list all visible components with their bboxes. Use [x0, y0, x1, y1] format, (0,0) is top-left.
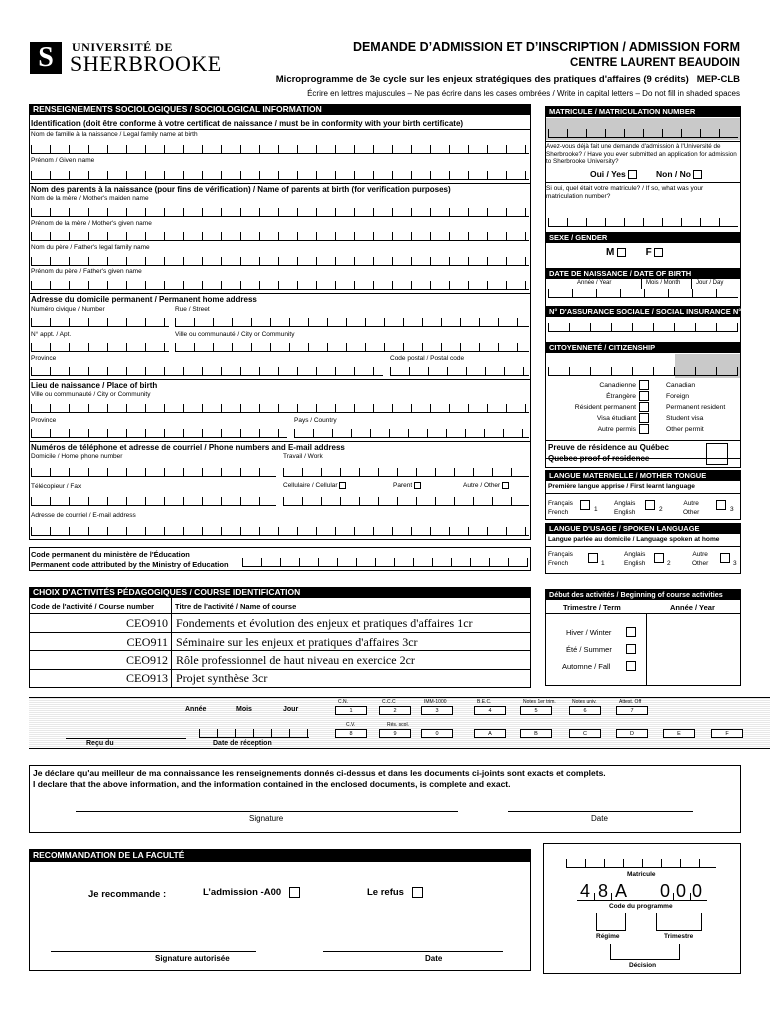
us-french-label — [548, 550, 573, 568]
cellular-option[interactable] — [283, 482, 346, 489]
office-code-box: B — [520, 729, 552, 738]
mother-tongue-title: LANGUE MATERNELLE / MOTHER TONGUE — [545, 470, 741, 481]
office-code-label: Attest. Off — [619, 699, 642, 705]
winter-checkbox[interactable] — [626, 627, 636, 637]
summer-checkbox[interactable] — [626, 644, 636, 654]
col-course-name: Titre de l'activité / Name of course — [175, 602, 297, 611]
office-code-box: 3 — [421, 706, 453, 715]
admission-label: L’admission -A00 — [203, 887, 282, 899]
civic-number-field[interactable] — [31, 318, 169, 327]
mt-other-label — [683, 499, 699, 517]
citizenship-fr-1: Étrangère — [606, 393, 636, 400]
given-name-label: Prénom / Given name — [31, 157, 95, 164]
matricule-field[interactable] — [548, 129, 738, 138]
email-field[interactable] — [31, 527, 529, 536]
dob-title: DATE DE NAISSANCE / DATE OF BIRTH — [545, 268, 741, 279]
birth-city-field[interactable] — [31, 404, 529, 413]
recommend-label: Je recommande : — [88, 889, 167, 900]
mt-english-checkbox[interactable] — [645, 500, 655, 510]
faculty-title: RECOMMANDATION DE LA FACULTÉ — [29, 849, 531, 862]
parent-checkbox[interactable] — [414, 482, 421, 489]
citizenship-checkbox-visa[interactable] — [639, 413, 649, 423]
mt-other-num: 3 — [730, 506, 734, 513]
summer-label: Été / Summer — [566, 645, 612, 654]
mt-french-num: 1 — [594, 506, 598, 513]
office-code-box: 8 — [335, 729, 367, 738]
citizenship-en-list — [666, 380, 725, 435]
sex-title: SEXE / GENDER — [545, 232, 741, 243]
refusal-option[interactable] — [367, 887, 423, 898]
signature-line[interactable] — [76, 811, 458, 812]
office-code-box: 6 — [569, 706, 601, 715]
program-name — [276, 74, 740, 85]
citizenship-checkbox-foreign[interactable] — [639, 391, 649, 401]
given-name-field[interactable] — [31, 171, 529, 180]
admission-checkbox[interactable] — [289, 887, 300, 898]
male-checkbox[interactable] — [617, 248, 626, 257]
office-code-box: 4 — [474, 706, 506, 715]
signature-label: Signature — [249, 814, 284, 823]
mois-label: Mois — [236, 706, 252, 713]
university-line2: SHERBROOKE — [70, 51, 222, 76]
postal-label: Code postal / Postal code — [390, 355, 465, 362]
refusal-label: Le refus — [367, 887, 404, 899]
course-row-2-name: Séminaire sur les enjeux et pratiques d'affaires 3cr — [176, 635, 418, 649]
trimestre-label: Trimestre — [664, 933, 694, 940]
dob-day-label: Jour / Day — [696, 280, 724, 286]
courses-title: CHOIX D'ACTIVITÉS PÉDAGOGIQUES / COURSE IDENTIFICATION — [29, 587, 531, 598]
col-course-number: Code de l'activité / Course number — [31, 602, 155, 611]
auth-signature-label: Signature autorisée — [155, 954, 230, 963]
admission-option[interactable] — [203, 887, 300, 898]
us-other-1: Autre — [692, 551, 708, 558]
start-title: Début des activités / Beginning of course activities — [545, 589, 741, 600]
year-col-label: Année / Year — [670, 603, 715, 612]
date-line[interactable] — [508, 811, 693, 812]
us-english-label — [624, 550, 645, 568]
office-code-label: C.C.C — [382, 699, 396, 705]
reception-date-field — [199, 729, 309, 738]
work-phone-label: Travail / Work — [283, 453, 323, 460]
citizenship-en-2: Permanent resident — [666, 404, 726, 411]
program-code-char-3: A — [615, 881, 628, 901]
mother-given-field[interactable] — [31, 232, 529, 241]
province-field[interactable] — [31, 367, 383, 376]
cellular-checkbox[interactable] — [339, 482, 346, 489]
res-scol-label: Rés. scol. — [387, 722, 409, 728]
regime-label: Régime — [596, 933, 620, 940]
street-label: Rue / Street — [175, 306, 210, 313]
citizenship-title: CITOYENNETÉ / CITIZENSHIP — [545, 342, 741, 353]
citizenship-checkbox-canadian[interactable] — [639, 380, 649, 390]
office-code-label: Notes 1er trim. — [523, 699, 556, 705]
country-label: Pays / Country — [294, 417, 337, 424]
winter-label: Hiver / Winter — [566, 628, 612, 637]
work-phone-field[interactable] — [283, 468, 529, 477]
refusal-checkbox[interactable] — [412, 887, 423, 898]
dob-year-label: Année / Year — [577, 280, 612, 286]
sex-options[interactable] — [606, 247, 663, 258]
citizenship-fr-2: Résident permanent — [574, 404, 636, 411]
city-label: Ville ou communauté / City or Community — [175, 331, 295, 338]
office-code-box: A — [474, 729, 506, 738]
no-checkbox[interactable] — [693, 170, 702, 179]
yes-checkbox[interactable] — [628, 170, 637, 179]
quebec-proof-en: Quebec proof of residence — [548, 454, 650, 463]
birth-city-label: Ville ou communauté / City or Community — [31, 391, 151, 398]
mt-english-1: Anglais — [614, 500, 636, 507]
us-other-num: 3 — [733, 560, 737, 567]
regime-field — [596, 913, 626, 931]
course-row-1-name: Fondements et évolution des enjeux et pratiques d'affaires 1cr — [176, 616, 473, 630]
centre-name: CENTRE LAURENT BEAUDOIN — [570, 57, 740, 69]
sin-title: N° D'ASSURANCE SOCIALE / SOCIAL INSURANCE N° — [545, 306, 741, 317]
matricule-title: MATRICULE / MATRICULATION NUMBER — [545, 106, 741, 117]
faculty-section — [29, 862, 531, 971]
course-row-3-code: CEO912 — [126, 653, 168, 667]
mt-french-label — [548, 499, 573, 517]
permanent-code-field[interactable] — [242, 558, 528, 567]
office-code-box: 2 — [379, 706, 411, 715]
date-reception-label: Date de réception — [213, 740, 272, 747]
office-code-box: C — [569, 729, 601, 738]
parent-option[interactable] — [393, 482, 421, 489]
country-field[interactable] — [294, 429, 529, 438]
office-code-label: B.E.C. — [477, 699, 492, 705]
mt-french-2: French — [548, 509, 569, 516]
logo-mark: S — [38, 42, 54, 73]
us-other-2: Other — [692, 560, 709, 567]
father-given-label: Prénom du père / Father's given name — [31, 268, 142, 275]
phones-heading: Numéros de téléphone et adresse de courriel / Phone numbers and E-mail address — [31, 443, 345, 452]
program-code: MEP-CLB — [696, 74, 740, 85]
home-phone-field[interactable] — [31, 468, 276, 477]
fax-field[interactable] — [31, 497, 276, 506]
admin-matricule-field — [566, 859, 716, 868]
citizenship-fr-0: Canadienne — [599, 382, 636, 389]
home-phone-label: Domicile / Home phone number — [31, 453, 123, 460]
mt-french-1: Français — [548, 500, 573, 507]
other-phone-option[interactable] — [463, 482, 509, 489]
civic-number-label: Numéro civique / Number — [31, 306, 105, 313]
fall-label: Automne / Fall — [562, 662, 611, 671]
mt-english-num: 2 — [659, 506, 663, 513]
female-label: F — [645, 247, 652, 258]
program-code-char-4: 0 — [660, 881, 671, 901]
usage-title: LANGUE D'USAGE / SPOKEN LANGUAGE — [545, 523, 741, 534]
us-french-2: French — [548, 560, 569, 567]
mother-maiden-label: Nom de la mère / Mother's maiden name — [31, 195, 149, 202]
us-french-1: Français — [548, 551, 573, 558]
office-code-box: F — [711, 729, 743, 738]
province-label: Province — [31, 355, 57, 362]
mt-other-1: Autre — [683, 500, 699, 507]
apt-label: N° appt. / Apt. — [31, 331, 72, 338]
course-row-4-name: Projet synthèse 3cr — [176, 671, 268, 685]
address-heading: Adresse du domicile permanent / Permanent home address — [31, 295, 257, 304]
program-title: Microprogramme de 3e cycle sur les enjeux stratégiques des pratiques d'affaires (9 crédits) — [275, 74, 689, 85]
university-line1: UNIVERSITÉ DE — [72, 40, 173, 54]
citizenship-en-1: Foreign — [666, 393, 690, 400]
citizenship-checkbox-permanent[interactable] — [639, 402, 649, 412]
mt-other-checkbox[interactable] — [716, 500, 726, 510]
citizenship-checkbox-other[interactable] — [639, 424, 649, 434]
other-phone-checkbox[interactable] — [502, 482, 509, 489]
faculty-date-label: Date — [425, 954, 443, 963]
female-checkbox[interactable] — [654, 248, 663, 257]
office-code-box: D — [616, 729, 648, 738]
birthplace-heading: Lieu de naissance / Place of birth — [31, 381, 158, 390]
quebec-proof-checkbox[interactable] — [706, 443, 728, 465]
us-french-checkbox[interactable] — [588, 553, 598, 563]
sin-field[interactable] — [548, 323, 738, 332]
mt-english-2: English — [614, 509, 636, 516]
yes-label: Oui / Yes — [590, 169, 626, 179]
parents-heading: Nom des parents à la naissance (pour fins de vérification) / Name of parents at birth (for verification purposes) — [31, 185, 451, 194]
course-row-2-code: CEO911 — [126, 635, 168, 649]
socio-title: RENSEIGNEMENTS SOCIOLOGIQUES / SOCIOLOGICAL INFORMATION — [29, 104, 531, 115]
postal-field[interactable] — [390, 367, 529, 376]
city-field[interactable] — [175, 343, 529, 352]
family-name-field[interactable] — [31, 145, 529, 154]
fall-checkbox[interactable] — [626, 661, 636, 671]
fax-label: Télécopieur / Fax — [31, 483, 82, 490]
course-row-3-name: Rôle professionnel de haut niveau en exercice 2cr — [176, 653, 415, 667]
citizenship-field — [548, 367, 738, 376]
mother-given-label: Prénom de la mère / Mother's given name — [31, 220, 152, 227]
cellular-field[interactable] — [283, 497, 529, 506]
citizenship-en-3: Student visa — [666, 415, 704, 422]
course-row-1-code: CEO910 — [126, 616, 168, 630]
mt-other-2: Other — [683, 509, 700, 516]
office-code-label: IMM-1000 — [424, 699, 447, 705]
jour-label: Jour — [283, 706, 299, 713]
citizenship-fr-4: Autre permis — [597, 426, 636, 433]
permanent-code-label-fr: Code permanent du ministère de l'Éducation — [31, 550, 190, 559]
us-english-2: English — [624, 560, 646, 567]
mt-french-checkbox[interactable] — [580, 500, 590, 510]
us-english-1: Anglais — [624, 551, 646, 558]
declaration-en: I declare that the above information, and the information contained in the enclosed documents, is complete and exact. — [33, 779, 511, 789]
apt-field[interactable] — [31, 343, 169, 352]
us-other-checkbox[interactable] — [720, 553, 730, 563]
program-code-label: Code du programme — [609, 903, 673, 910]
citizenship-fr-3: Visa étudiant — [596, 415, 636, 422]
office-code-box: 7 — [616, 706, 648, 715]
father-family-label: Nom du père / Father's legal family name — [31, 244, 150, 251]
program-code-char-6: 0 — [692, 881, 703, 901]
logo — [30, 42, 62, 74]
cv-label: C.V. — [346, 722, 356, 728]
program-code-char-2: 8 — [598, 881, 609, 901]
office-code-label: Notes univ. — [572, 699, 597, 705]
citizenship-en-0: Canadian — [666, 382, 696, 389]
office-code-box: 1 — [335, 706, 367, 715]
instructions: Écrire en lettres majuscules – Ne pas écrire dans les cases ombrées / Write in capital letters – Do not fill in shaded spaces — [307, 89, 740, 98]
first-language-label: Première langue apprise / First learnt language — [548, 483, 695, 490]
office-code-box: 9 — [379, 729, 411, 738]
annee-label: Année — [185, 706, 207, 713]
program-code-char-1: 4 — [580, 881, 591, 901]
trimestre-field — [656, 913, 702, 931]
parent-label: Parent — [393, 482, 413, 490]
us-english-checkbox[interactable] — [654, 553, 664, 563]
us-english-num: 2 — [667, 560, 671, 567]
form-title: DEMANDE D’ADMISSION ET D’INSCRIPTION / ADMISSION FORM — [352, 40, 740, 54]
mother-maiden-field[interactable] — [31, 208, 529, 217]
office-code-box: 5 — [520, 706, 552, 715]
spoken-home-label: Langue parlée au domicile / Language spoken at home — [548, 536, 720, 543]
recu-label: Reçu du — [86, 740, 114, 747]
already-applied-options[interactable] — [590, 169, 702, 179]
no-label: Non / No — [656, 169, 691, 179]
decision-label: Décision — [629, 962, 657, 969]
program-code-field — [577, 881, 707, 901]
decision-field — [610, 944, 680, 960]
father-family-field[interactable] — [31, 257, 529, 266]
dob-month-label: Mois / Month — [646, 280, 681, 286]
already-applied-question: Avez-vous déjà fait une demande d'admission à l'Université de Sherbrooke? / Have you ever submitted an application for admission to Sherbrooke University? — [546, 143, 737, 165]
other-phone-label: Autre / Other — [463, 482, 501, 490]
course-row-4-code: CEO913 — [126, 671, 168, 685]
declaration-fr: Je déclare qu'au meilleur de ma connaissance les renseignements donnés ci-dessus et dans les documents ci-joints sont exacts et complets. — [33, 768, 606, 778]
cellular-label: Cellulaire / Cellular — [283, 482, 338, 490]
previous-matricule-field[interactable] — [548, 218, 738, 227]
quebec-proof-fr: Preuve de résidence au Québec — [548, 443, 669, 452]
father-given-field[interactable] — [31, 281, 529, 290]
previous-matricule-question: Si oui, quel était votre matricule? / If so, what was your matriculation number? — [546, 185, 704, 200]
citizenship-en-4: Other permit — [666, 426, 704, 433]
permanent-code-label-en: Permanent code attributed by the Ministry of Education — [31, 560, 229, 569]
recu-line — [66, 738, 186, 739]
mt-english-label — [614, 499, 635, 517]
birth-province-field[interactable] — [31, 429, 287, 438]
email-label: Adresse de courriel / E-mail address — [31, 512, 136, 519]
street-field[interactable] — [175, 318, 529, 327]
citizenship-options — [546, 380, 740, 440]
dob-field[interactable] — [548, 289, 738, 298]
program-code-char-5: 0 — [676, 881, 687, 901]
office-code-box: E — [663, 729, 695, 738]
family-name-label: Nom de famille à la naissance / Legal family name at birth — [31, 131, 198, 138]
us-french-num: 1 — [601, 560, 605, 567]
citizenship-fr-list — [575, 380, 636, 435]
male-label: M — [606, 247, 615, 258]
date-label: Date — [591, 814, 608, 823]
birth-province-label: Province — [31, 417, 57, 424]
admin-matricule-label: Matricule — [627, 871, 656, 878]
identification-heading: Identification (doit être conforme à votre certificat de naissance / must be in conformity with your birth certificate) — [31, 119, 464, 128]
us-other-label — [692, 550, 708, 568]
office-code-label: C.N. — [338, 699, 348, 705]
term-col-label: Trimestre / Term — [563, 603, 621, 612]
office-code-box: 0 — [421, 729, 453, 738]
